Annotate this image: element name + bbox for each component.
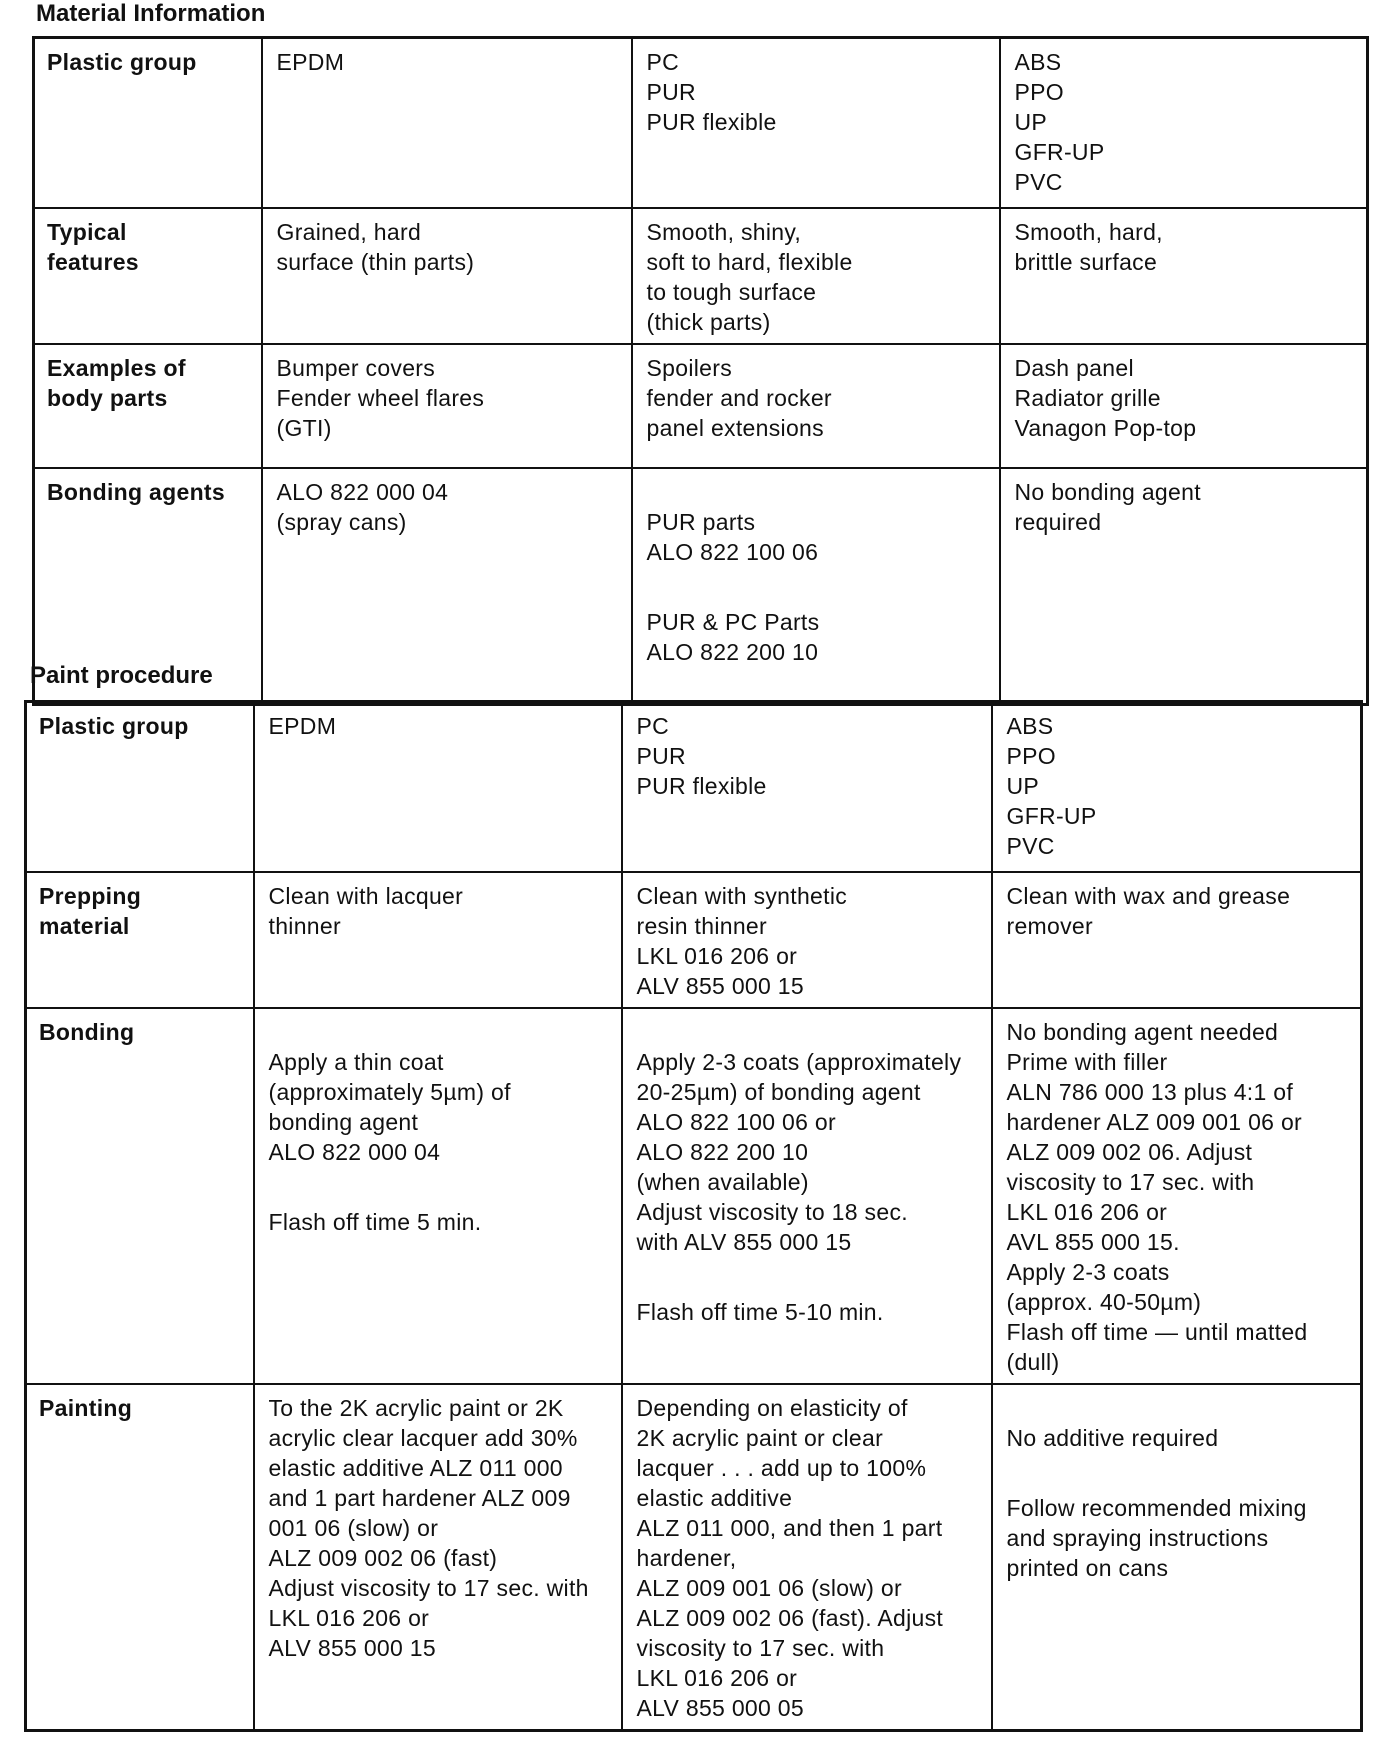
cell-abs-group: No bonding agent required bbox=[1000, 468, 1368, 705]
cell-epdm: To the 2K acrylic paint or 2K acrylic clear lacquer add 30% elastic additive ALZ 011 000 and 1 part hardener ALZ 009 001 06 (slow) or ALZ 009 002 06 (fast) Adjust viscosity to 17 sec. with LKL 016 206 or ALV 855 000 15 bbox=[254, 1384, 622, 1731]
cell-paragraph: Apply a thin coat (approximately 5µm) of bonding agent ALO 822 000 04 bbox=[268, 1048, 511, 1165]
cell-epdm: Clean with lacquer thinner bbox=[254, 872, 622, 1008]
cell-abs-group: Clean with wax and grease remover bbox=[992, 872, 1362, 1008]
cell-pc-pur: Spoilers fender and rocker panel extensions bbox=[632, 344, 1000, 468]
row-label: Examples of body parts bbox=[34, 344, 262, 468]
table-row-typical-features bbox=[34, 208, 1368, 344]
cell-abs-group: ABS PPO UP GFR-UP PVC bbox=[992, 702, 1362, 872]
cell-epdm bbox=[254, 1008, 622, 1384]
cell-pc-pur: Smooth, shiny, soft to hard, flexible to tough surface (thick parts) bbox=[632, 208, 1000, 344]
cell-pc-pur bbox=[632, 468, 1000, 705]
cell-abs-group bbox=[992, 1384, 1362, 1731]
cell-paragraph: Flash off time 5-10 min. bbox=[636, 1298, 884, 1325]
cell-epdm: EPDM bbox=[254, 702, 622, 872]
material-information-table bbox=[32, 36, 1369, 706]
cell-epdm: EPDM bbox=[262, 38, 632, 208]
table-row-painting bbox=[26, 1384, 1362, 1731]
table-row-plastic-group bbox=[34, 38, 1368, 208]
cell-pc-pur: Clean with synthetic resin thinner LKL 016 206 or ALV 855 000 15 bbox=[622, 872, 992, 1008]
cell-abs-group: ABS PPO UP GFR-UP PVC bbox=[1000, 38, 1368, 208]
row-label: Typical features bbox=[34, 208, 262, 344]
cell-abs-group: Smooth, hard, brittle surface bbox=[1000, 208, 1368, 344]
table-row-examples-body-parts bbox=[34, 344, 1368, 468]
table-row-plastic-group bbox=[26, 702, 1362, 872]
row-label: Plastic group bbox=[26, 702, 254, 872]
cell-epdm: Bumper covers Fender wheel flares (GTI) bbox=[262, 344, 632, 468]
cell-paragraph: PUR & PC Parts ALO 822 200 10 bbox=[646, 608, 820, 665]
row-label: Painting bbox=[26, 1384, 254, 1731]
cell-paragraph: Flash off time 5 min. bbox=[268, 1208, 482, 1235]
cell-pc-pur: PC PUR PUR flexible bbox=[632, 38, 1000, 208]
cell-paragraph: No additive required bbox=[1006, 1424, 1219, 1451]
cell-pc-pur: PC PUR PUR flexible bbox=[622, 702, 992, 872]
cell-epdm: ALO 822 000 04 (spray cans) bbox=[262, 468, 632, 705]
material-information-title: Material Information bbox=[36, 0, 266, 27]
row-label: Plastic group bbox=[34, 38, 262, 208]
cell-paragraph: Follow recommended mixing and spraying instructions printed on cans bbox=[1006, 1494, 1307, 1581]
table-row-bonding bbox=[26, 1008, 1362, 1384]
table-row-bonding-agents bbox=[34, 468, 1368, 705]
cell-pc-pur: Depending on elasticity of 2K acrylic paint or clear lacquer . . . add up to 100% elastic additive ALZ 011 000, and then 1 part hardener, ALZ 009 001 06 (slow) or ALZ 009 002 06 (fast). Adjust viscosity to 17 sec. with LKL 016 206 or ALV 855 000 05 bbox=[622, 1384, 992, 1731]
paint-procedure-title: Paint procedure bbox=[30, 662, 213, 689]
row-label: Prepping material bbox=[26, 872, 254, 1008]
cell-pc-pur bbox=[622, 1008, 992, 1384]
row-label: Bonding bbox=[26, 1008, 254, 1384]
cell-abs-group: No bonding agent needed Prime with filler ALN 786 000 13 plus 4:1 of hardener ALZ 009 001 06 or ALZ 009 002 06. Adjust viscosity to 17 sec. with LKL 016 206 or AVL 855 000 15. Apply 2-3 coats (approx. 40-50µm) Flash off time — until matted (dull) bbox=[992, 1008, 1362, 1384]
table-row-prepping-material bbox=[26, 872, 1362, 1008]
cell-paragraph: Apply 2-3 coats (approximately 20-25µm) of bonding agent ALO 822 100 06 or ALO 822 200 10 (when available) Adjust viscosity to 18 sec. with ALV 855 000 15 bbox=[636, 1048, 962, 1255]
cell-abs-group: Dash panel Radiator grille Vanagon Pop-top bbox=[1000, 344, 1368, 468]
row-label: Bonding agents bbox=[34, 468, 262, 705]
cell-paragraph: PUR parts ALO 822 100 06 bbox=[646, 508, 819, 565]
cell-epdm: Grained, hard surface (thin parts) bbox=[262, 208, 632, 344]
paint-procedure-table bbox=[24, 700, 1363, 1732]
